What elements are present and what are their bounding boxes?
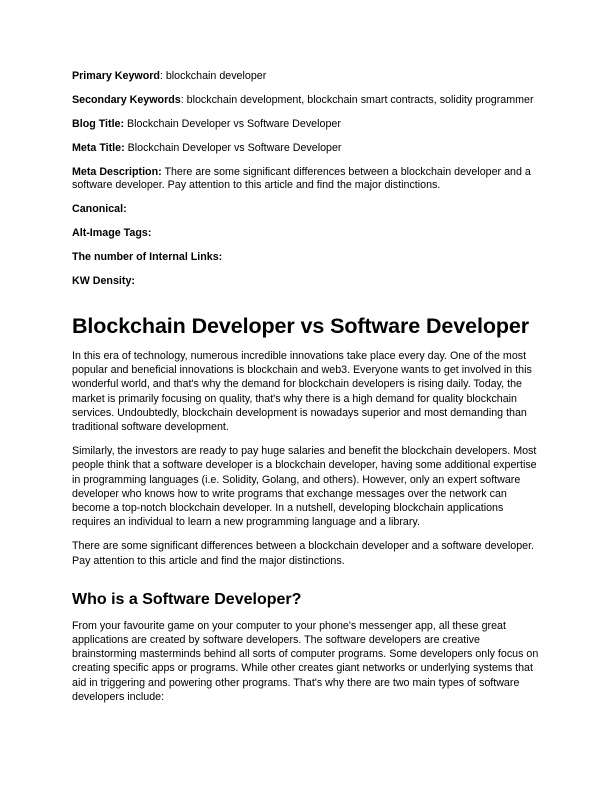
meta-description-line — [72, 166, 542, 192]
article-title: Blockchain Developer vs Software Developer — [72, 314, 530, 338]
canonical-label: Canonical: — [72, 203, 127, 215]
article-paragraph-investors: Similarly, the investors are ready to pay huge salaries and benefit the blockchain developers. Most people think that a software developer is a blockchain developer, having some additional expertise in programming languages (i.e. Solidity, Golang, and others). However, only an expert software developer who knows how to write programs that exchange messages over the network can become a top-notch blockchain developer. In a nutshell, developing blockchain applications requires an individual to learn a new programming language and a library. — [72, 445, 537, 529]
blog-title-line — [72, 118, 542, 131]
primary-keyword-label: Primary Keyword — [72, 70, 160, 82]
meta-description-label: Meta Description: — [72, 166, 162, 178]
document-page — [72, 70, 542, 714]
canonical-line — [72, 203, 542, 216]
kw-density-label: KW Density: — [72, 275, 135, 287]
internal-links-line — [72, 251, 542, 264]
primary-keyword-value: : blockchain developer — [159, 70, 267, 82]
article-paragraph-differences: There are some significant differences between a blockchain developer and a software developer. Pay attention to this article and find the major distinctions. — [72, 540, 535, 567]
kw-density-line — [72, 275, 542, 288]
meta-title-value: Blockchain Developer vs Software Developer — [124, 142, 342, 154]
alt-image-tags-line — [72, 227, 542, 240]
section-heading-software-developer: Who is a Software Developer? — [72, 590, 302, 608]
section-paragraph-software-developer: From your favourite game on your computer to your phone's messenger app, all these great applications are created by software developers. The software developers are creative brainstorming masterminds behind all sorts of computer programs. Some developers only focus on creating specific apps or programs. While other creates giant networks or underlying systems that aid in triggering and powering other programs. That's why there are two main types of software developers include: — [72, 619, 539, 703]
secondary-keywords-label: Secondary Keywords — [72, 94, 181, 106]
meta-title-line — [72, 142, 542, 155]
article-paragraph-intro: In this era of technology, numerous incredible innovations take place every day. One of the most popular and beneficial innovations is blockchain and web3. Everyone wants to get involved in this wonderful world, and that's why the demand for blockchain developers is rising daily. Today, the market is primarily focusing on quality, that's why there is a high demand for quality blockchain services. Undoubtedly, blockchain development is nowadays superior and most demanding than traditional software development. — [72, 350, 532, 434]
secondary-keywords-value: : blockchain development, blockchain smart contracts, solidity programmer — [180, 94, 534, 106]
alt-image-tags-label: Alt-Image Tags: — [72, 227, 152, 239]
secondary-keywords-line — [72, 94, 542, 107]
blog-title-value: Blockchain Developer vs Software Developer — [124, 118, 341, 130]
meta-title-label: Meta Title: — [72, 142, 125, 154]
blog-title-label: Blog Title: — [72, 118, 125, 130]
internal-links-label: The number of Internal Links: — [72, 251, 223, 263]
primary-keyword-line — [72, 70, 542, 83]
meta-description-value: There are some significant differences between a blockchain developer and a software developer. Pay attention to this article and find the major distinctions. — [72, 166, 531, 191]
